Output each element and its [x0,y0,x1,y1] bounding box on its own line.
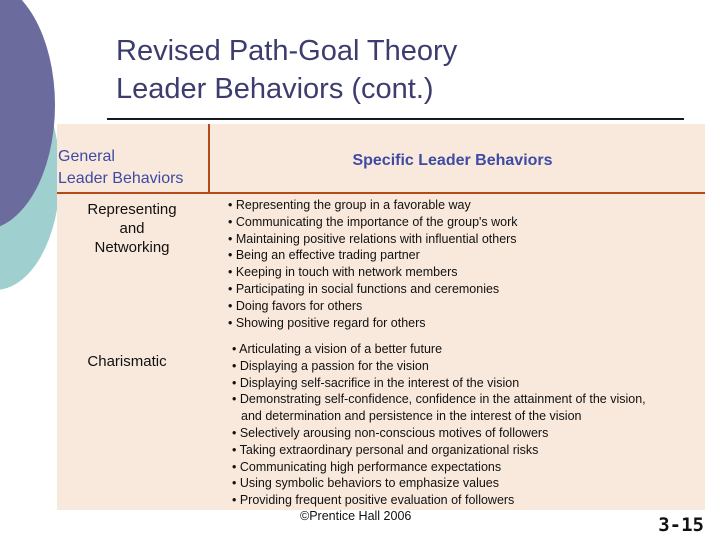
list-item: • Keeping in touch with network members [228,265,458,280]
header-specific-behaviors: Specific Leader Behaviors [352,152,553,169]
row-label-line: and [119,220,145,237]
list-item: • Taking extraordinary personal and organizational risks [232,442,539,457]
slide-number: 3-15 [658,514,704,536]
list-item: • Displaying self-sacrifice in the interest of the vision [232,375,520,390]
list-item-continuation-text: and determination and persistence in the interest of the vision [241,409,582,424]
list-item: • Communicating high performance expectations [232,459,502,474]
list-item: • Articulating a vision of a better future [232,342,443,356]
copyright-footer: ©Prentice Hall 2006 [300,509,412,523]
slide-title [116,32,457,108]
list-item: • Participating in social functions and ceremonies [228,281,500,296]
list-item: • Representing the group in a favorable way [228,198,471,212]
row-label-line: Networking [94,239,170,256]
list-item: • Doing favors for others [228,298,363,313]
header-general-behaviors [58,146,208,190]
list-item: • Displaying a passion for the vision [232,358,429,373]
charismatic-list [232,341,702,509]
header-general-line-1: General [58,148,115,165]
title-underline [107,118,684,120]
representing-networking-list [228,197,698,331]
list-item: • Communicating the importance of the group's work [228,214,518,229]
row-label-charismatic [52,352,202,371]
row-label-line: Charismatic [87,353,167,370]
row-label-representing-networking [57,200,207,257]
list-item-continuation [232,408,702,425]
header-general-line-2: Leader Behaviors [58,170,184,187]
list-item: • Demonstrating self-confidence, confidence in the attainment of the vision, [232,392,646,407]
list-item: • Showing positive regard for others [228,315,426,330]
header-column-divider [208,124,210,194]
list-item: • Using symbolic behaviors to emphasize values [232,476,499,491]
row-label-line: Representing [87,201,177,218]
header-row-divider [57,192,705,194]
list-item: • Providing frequent positive evaluation of followers [232,493,515,508]
slide-title-line-2: Leader Behaviors (cont.) [116,73,434,105]
list-item: • Maintaining positive relations with influential others [228,231,517,246]
slide-title-line-1: Revised Path-Goal Theory [116,35,458,67]
list-item: • Selectively arousing non-conscious motives of followers [232,425,549,440]
list-item: • Being an effective trading partner [228,248,420,263]
